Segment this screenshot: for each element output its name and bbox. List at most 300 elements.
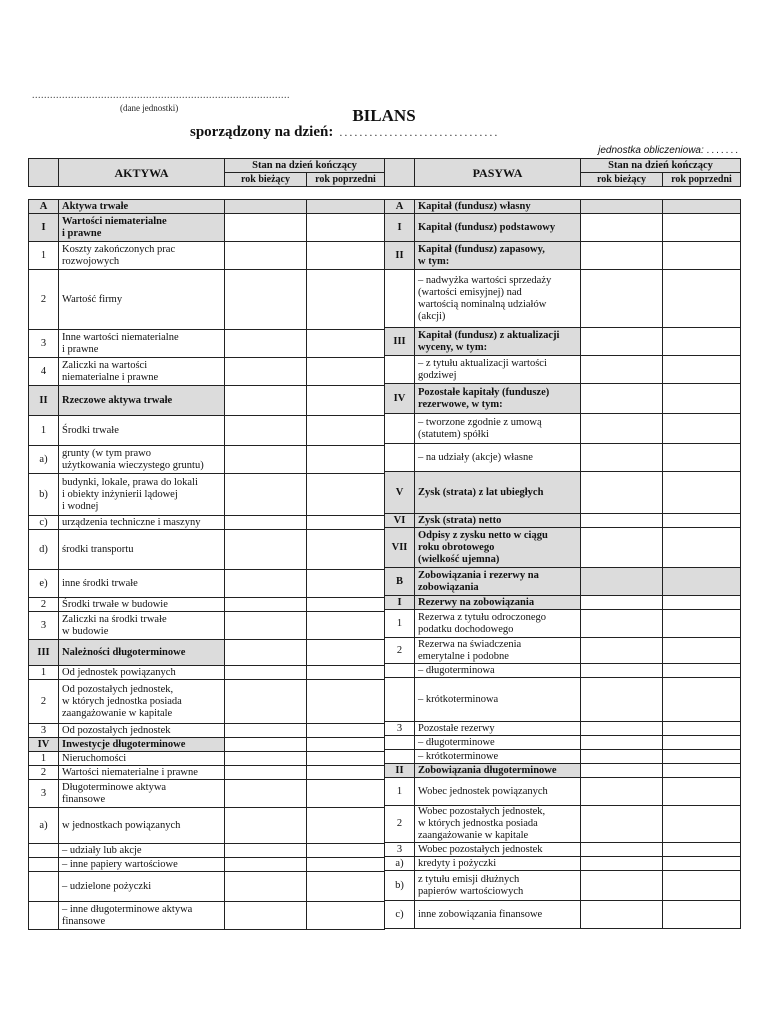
pasywa-row-symbol: 1 [385, 610, 415, 638]
pasywa-row-symbol: 2 [385, 806, 415, 843]
pasywa-row-symbol: IV [385, 384, 415, 414]
header-spacer [385, 187, 741, 200]
pasywa-row-label: kredyty i pożyczki [415, 857, 581, 871]
aktywa-previous-year-cell[interactable] [307, 766, 385, 780]
pasywa-previous-year-cell[interactable] [663, 270, 741, 328]
pasywa-current-year-cell[interactable] [581, 414, 663, 444]
aktywa-current-year-cell[interactable] [225, 752, 307, 766]
pasywa-row-symbol: 3 [385, 722, 415, 736]
unit-field[interactable]: ....... [706, 145, 740, 156]
aktywa-current-year-cell[interactable] [225, 902, 307, 930]
aktywa-row-label: – inne papiery wartościowe [59, 858, 225, 872]
aktywa-current-year-cell[interactable] [225, 358, 307, 386]
aktywa-row [29, 766, 385, 780]
aktywa-row [29, 474, 385, 516]
aktywa-current-year-cell[interactable] [225, 808, 307, 844]
aktywa-current-year-cell[interactable] [225, 214, 307, 242]
pasywa-row-symbol: 1 [385, 778, 415, 806]
aktywa-current-year-cell[interactable] [225, 516, 307, 530]
pasywa-row [385, 764, 741, 778]
aktywa-current-year-cell[interactable] [225, 386, 307, 416]
date-line [190, 124, 499, 141]
pasywa-row-label: Wobec pozostałych jednostek, w których jednostka posiada zaangażowanie w kapitale [415, 806, 581, 843]
aktywa-row [29, 416, 385, 446]
aktywa-row [29, 780, 385, 808]
pasywa-row-label: – na udziały (akcje) własne [415, 444, 581, 472]
pasywa-row [385, 384, 741, 414]
pasywa-previous-year-cell[interactable] [663, 596, 741, 610]
unit-label: jednostka obliczeniowa: [598, 145, 704, 156]
pasywa-previous-year-cell[interactable] [663, 678, 741, 722]
pasywa-previous-year-cell[interactable] [663, 242, 741, 270]
aktywa-row [29, 738, 385, 752]
aktywa-header-symbol-cell [29, 159, 59, 187]
aktywa-row-label: w jednostkach powiązanych [59, 808, 225, 844]
aktywa-row-symbol: 2 [29, 680, 59, 724]
pasywa-row-label: Kapitał (fundusz) własny [415, 200, 581, 214]
pasywa-current-year-cell[interactable] [581, 568, 663, 596]
aktywa-previous-year-cell[interactable] [307, 780, 385, 808]
aktywa-current-year-cell[interactable] [225, 612, 307, 640]
aktywa-current-year-cell[interactable] [225, 780, 307, 808]
aktywa-current-year-cell[interactable] [225, 738, 307, 752]
pasywa-row-symbol: V [385, 472, 415, 514]
aktywa-row-symbol: II [29, 386, 59, 416]
aktywa-period-header: Stan na dzień kończący [225, 159, 385, 173]
pasywa-row [385, 242, 741, 270]
pasywa-row-symbol [385, 750, 415, 764]
aktywa-row-symbol: I [29, 214, 59, 242]
pasywa-previous-year-cell[interactable] [663, 328, 741, 356]
aktywa-heading: AKTYWA [59, 159, 225, 187]
pasywa-current-year-cell[interactable] [581, 356, 663, 384]
aktywa-row-symbol [29, 872, 59, 902]
pasywa-current-year-cell[interactable] [581, 596, 663, 610]
aktywa-row [29, 598, 385, 612]
aktywa-row-symbol: 1 [29, 416, 59, 446]
aktywa-previous-year-cell[interactable] [307, 808, 385, 844]
entity-data-caption: (dane jednostki) [120, 103, 179, 113]
aktywa-current-year-cell[interactable] [225, 474, 307, 516]
pasywa-previous-year-cell[interactable] [663, 638, 741, 664]
aktywa-current-year-cell[interactable] [225, 858, 307, 872]
pasywa-row-symbol [385, 678, 415, 722]
pasywa-row-symbol [385, 444, 415, 472]
pasywa-current-year-cell[interactable] [581, 857, 663, 871]
aktywa-row-symbol: 3 [29, 612, 59, 640]
aktywa-row-symbol [29, 844, 59, 858]
pasywa-row [385, 200, 741, 214]
pasywa-row-label: Wobec pozostałych jednostek [415, 843, 581, 857]
aktywa-row [29, 902, 385, 930]
aktywa-row-symbol: a) [29, 808, 59, 844]
pasywa-row-symbol [385, 356, 415, 384]
aktywa-previous-year-cell[interactable] [307, 738, 385, 752]
aktywa-row-label: Zaliczki na środki trwałe w budowie [59, 612, 225, 640]
aktywa-table [28, 158, 385, 930]
pasywa-previous-year-cell[interactable] [663, 736, 741, 750]
aktywa-row [29, 612, 385, 640]
aktywa-row [29, 752, 385, 766]
pasywa-row [385, 778, 741, 806]
date-field[interactable]: ................................ [339, 125, 500, 139]
pasywa-current-year-cell[interactable] [581, 778, 663, 806]
pasywa-row [385, 664, 741, 678]
pasywa-previous-year-header: rok poprzedni [663, 173, 741, 187]
pasywa-previous-year-cell[interactable] [663, 764, 741, 778]
pasywa-row-symbol: B [385, 568, 415, 596]
aktywa-row-label: Inwestycje długoterminowe [59, 738, 225, 752]
pasywa-row-symbol [385, 270, 415, 328]
pasywa-row-symbol [385, 736, 415, 750]
aktywa-row [29, 530, 385, 570]
pasywa-row-label: – krótkoterminowa [415, 678, 581, 722]
pasywa-row [385, 514, 741, 528]
pasywa-row [385, 472, 741, 514]
pasywa-previous-year-cell[interactable] [663, 778, 741, 806]
aktywa-current-year-cell[interactable] [225, 766, 307, 780]
pasywa-row-label: – długoterminowe [415, 736, 581, 750]
pasywa-row-symbol: II [385, 242, 415, 270]
aktywa-current-year-cell[interactable] [225, 570, 307, 598]
pasywa-row [385, 528, 741, 568]
pasywa-row [385, 736, 741, 750]
pasywa-row [385, 444, 741, 472]
pasywa-current-year-cell[interactable] [581, 843, 663, 857]
pasywa-current-year-cell[interactable] [581, 764, 663, 778]
aktywa-row-symbol: b) [29, 474, 59, 516]
pasywa-row-label: Zobowiązania i rezerwy na zobowiązania [415, 568, 581, 596]
aktywa-row-symbol: 4 [29, 358, 59, 386]
date-label: sporządzony na dzień: [190, 124, 334, 140]
aktywa-row-symbol: 2 [29, 598, 59, 612]
aktywa-row-symbol: 1 [29, 752, 59, 766]
pasywa-row-label: Wobec jednostek powiązanych [415, 778, 581, 806]
aktywa-current-year-cell[interactable] [225, 844, 307, 858]
pasywa-row [385, 871, 741, 901]
pasywa-row-label: Zobowiązania długoterminowe [415, 764, 581, 778]
pasywa-heading: PASYWA [415, 159, 581, 187]
aktywa-row-label: Należności długoterminowe [59, 640, 225, 666]
pasywa-row-symbol: III [385, 328, 415, 356]
pasywa-previous-year-cell[interactable] [663, 806, 741, 843]
aktywa-current-year-cell[interactable] [225, 666, 307, 680]
pasywa-row-label: Odpisy z zysku netto w ciągu roku obrotowego (wielkość ujemna) [415, 528, 581, 568]
pasywa-row-label: z tytułu emisji dłużnych papierów wartościowych [415, 871, 581, 901]
aktywa-current-year-cell[interactable] [225, 530, 307, 570]
pasywa-current-year-cell[interactable] [581, 750, 663, 764]
aktywa-row-label: inne środki trwałe [59, 570, 225, 598]
aktywa-current-year-cell[interactable] [225, 200, 307, 214]
aktywa-row-symbol [29, 902, 59, 930]
aktywa-row [29, 446, 385, 474]
pasywa-row-label: Pozostałe kapitały (fundusze) rezerwowe, w tym: [415, 384, 581, 414]
pasywa-current-year-cell[interactable] [581, 722, 663, 736]
aktywa-row-symbol [29, 858, 59, 872]
aktywa-row-label: Nieruchomości [59, 752, 225, 766]
aktywa-previous-year-cell[interactable] [307, 598, 385, 612]
pasywa-previous-year-cell[interactable] [663, 568, 741, 596]
pasywa-row-symbol: I [385, 214, 415, 242]
aktywa-row-symbol: a) [29, 446, 59, 474]
pasywa-row-symbol: VII [385, 528, 415, 568]
aktywa-row-label: Środki trwałe w budowie [59, 598, 225, 612]
aktywa-row-label: Środki trwałe [59, 416, 225, 446]
pasywa-row [385, 568, 741, 596]
pasywa-previous-year-cell[interactable] [663, 414, 741, 444]
aktywa-previous-year-cell[interactable] [307, 640, 385, 666]
pasywa-row-label: Rezerwy na zobowiązania [415, 596, 581, 610]
pasywa-row [385, 414, 741, 444]
aktywa-previous-year-cell[interactable] [307, 516, 385, 530]
aktywa-previous-year-cell[interactable] [307, 358, 385, 386]
pasywa-current-year-cell[interactable] [581, 444, 663, 472]
pasywa-row [385, 722, 741, 736]
aktywa-previous-year-cell[interactable] [307, 270, 385, 330]
aktywa-row-label: – inne długoterminowe aktywa finansowe [59, 902, 225, 930]
aktywa-current-year-cell[interactable] [225, 270, 307, 330]
pasywa-current-year-cell[interactable] [581, 528, 663, 568]
aktywa-row-label: Wartości niematerialne i prawne [59, 766, 225, 780]
pasywa-row [385, 750, 741, 764]
pasywa-row [385, 678, 741, 722]
aktywa-previous-year-cell[interactable] [307, 872, 385, 902]
aktywa-row-symbol: 3 [29, 780, 59, 808]
pasywa-current-year-cell[interactable] [581, 901, 663, 929]
aktywa-row [29, 270, 385, 330]
pasywa-row [385, 356, 741, 384]
aktywa-current-year-cell[interactable] [225, 640, 307, 666]
pasywa-row-symbol: c) [385, 901, 415, 929]
pasywa-row-label: – z tytułu aktualizacji wartości godziwej [415, 356, 581, 384]
pasywa-current-year-cell[interactable] [581, 871, 663, 901]
pasywa-previous-year-cell[interactable] [663, 722, 741, 736]
aktywa-row [29, 386, 385, 416]
pasywa-row-symbol: I [385, 596, 415, 610]
pasywa-row-label: Pozostałe rezerwy [415, 722, 581, 736]
aktywa-row-label: środki transportu [59, 530, 225, 570]
pasywa-row-label: Rezerwa na świadczenia emerytalne i podobne [415, 638, 581, 664]
pasywa-current-year-cell[interactable] [581, 638, 663, 664]
aktywa-row-label: grunty (w tym prawo użytkowania wieczystego gruntu) [59, 446, 225, 474]
pasywa-previous-year-cell[interactable] [663, 901, 741, 929]
aktywa-previous-year-cell[interactable] [307, 724, 385, 738]
aktywa-row-label: Wartość firmy [59, 270, 225, 330]
pasywa-row [385, 857, 741, 871]
pasywa-row-label: – tworzone zgodnie z umową (statutem) spółki [415, 414, 581, 444]
pasywa-current-year-cell[interactable] [581, 472, 663, 514]
pasywa-current-year-cell[interactable] [581, 678, 663, 722]
pasywa-row-label: Rezerwa z tytułu odroczonego podatku dochodowego [415, 610, 581, 638]
aktywa-previous-year-cell[interactable] [307, 858, 385, 872]
aktywa-current-year-cell[interactable] [225, 598, 307, 612]
pasywa-row [385, 806, 741, 843]
aktywa-current-year-header: rok bieżący [225, 173, 307, 187]
pasywa-row-symbol: 3 [385, 843, 415, 857]
pasywa-header-symbol-cell [385, 159, 415, 187]
pasywa-previous-year-cell[interactable] [663, 444, 741, 472]
pasywa-previous-year-cell[interactable] [663, 843, 741, 857]
aktywa-row-label: Zaliczki na wartości niematerialne i prawne [59, 358, 225, 386]
aktywa-previous-year-cell[interactable] [307, 214, 385, 242]
pasywa-row-symbol: b) [385, 871, 415, 901]
aktywa-row [29, 724, 385, 738]
aktywa-row-symbol: e) [29, 570, 59, 598]
pasywa-row [385, 638, 741, 664]
aktywa-row [29, 570, 385, 598]
aktywa-previous-year-cell[interactable] [307, 666, 385, 680]
aktywa-previous-year-cell[interactable] [307, 612, 385, 640]
pasywa-current-year-cell[interactable] [581, 664, 663, 678]
aktywa-row [29, 680, 385, 724]
pasywa-row-label: Kapitał (fundusz) z aktualizacji wyceny, w tym: [415, 328, 581, 356]
pasywa-previous-year-cell[interactable] [663, 750, 741, 764]
pasywa-row-symbol: 2 [385, 638, 415, 664]
pasywa-row-symbol [385, 664, 415, 678]
aktywa-row [29, 242, 385, 270]
aktywa-row-label: budynki, lokale, prawa do lokali i obiekty inżynierii lądowej i wodnej [59, 474, 225, 516]
aktywa-current-year-cell[interactable] [225, 724, 307, 738]
aktywa-previous-year-header: rok poprzedni [307, 173, 385, 187]
aktywa-row [29, 330, 385, 358]
aktywa-row [29, 666, 385, 680]
aktywa-previous-year-cell[interactable] [307, 446, 385, 474]
entity-data-line: ...................................................................................... [32, 90, 290, 101]
pasywa-current-year-cell[interactable] [581, 200, 663, 214]
pasywa-current-year-cell[interactable] [581, 610, 663, 638]
aktywa-previous-year-cell[interactable] [307, 242, 385, 270]
aktywa-previous-year-cell[interactable] [307, 680, 385, 724]
aktywa-previous-year-cell[interactable] [307, 416, 385, 446]
aktywa-previous-year-cell[interactable] [307, 570, 385, 598]
pasywa-previous-year-cell[interactable] [663, 200, 741, 214]
pasywa-previous-year-cell[interactable] [663, 871, 741, 901]
pasywa-period-header: Stan na dzień kończący [581, 159, 741, 173]
aktywa-row-symbol: IV [29, 738, 59, 752]
pasywa-previous-year-cell[interactable] [663, 514, 741, 528]
aktywa-row [29, 358, 385, 386]
aktywa-previous-year-cell[interactable] [307, 474, 385, 516]
aktywa-row-label: Od jednostek powiązanych [59, 666, 225, 680]
pasywa-previous-year-cell[interactable] [663, 610, 741, 638]
aktywa-row-symbol: 3 [29, 724, 59, 738]
aktywa-current-year-cell[interactable] [225, 416, 307, 446]
pasywa-previous-year-cell[interactable] [663, 528, 741, 568]
aktywa-row-label: urządzenia techniczne i maszyny [59, 516, 225, 530]
aktywa-row [29, 516, 385, 530]
aktywa-previous-year-cell[interactable] [307, 386, 385, 416]
aktywa-row-label: Aktywa trwałe [59, 200, 225, 214]
aktywa-row [29, 214, 385, 242]
pasywa-row-symbol: a) [385, 857, 415, 871]
unit-line [598, 145, 740, 156]
aktywa-row [29, 858, 385, 872]
pasywa-current-year-cell[interactable] [581, 736, 663, 750]
aktywa-row-symbol: 3 [29, 330, 59, 358]
pasywa-current-year-cell[interactable] [581, 514, 663, 528]
aktywa-row-symbol: A [29, 200, 59, 214]
pasywa-previous-year-cell[interactable] [663, 664, 741, 678]
aktywa-previous-year-cell[interactable] [307, 844, 385, 858]
pasywa-previous-year-cell[interactable] [663, 472, 741, 514]
aktywa-current-year-cell[interactable] [225, 872, 307, 902]
aktywa-previous-year-cell[interactable] [307, 200, 385, 214]
aktywa-row [29, 844, 385, 858]
aktywa-row [29, 808, 385, 844]
header-spacer [29, 187, 385, 200]
aktywa-previous-year-cell[interactable] [307, 752, 385, 766]
aktywa-row-label: Koszty zakończonych prac rozwojowych [59, 242, 225, 270]
pasywa-row-symbol: VI [385, 514, 415, 528]
pasywa-row-label: Zysk (strata) netto [415, 514, 581, 528]
aktywa-row-symbol: d) [29, 530, 59, 570]
pasywa-row [385, 843, 741, 857]
pasywa-current-year-cell[interactable] [581, 328, 663, 356]
aktywa-current-year-cell[interactable] [225, 330, 307, 358]
pasywa-current-year-cell[interactable] [581, 384, 663, 414]
aktywa-current-year-cell[interactable] [225, 446, 307, 474]
pasywa-row-symbol: A [385, 200, 415, 214]
aktywa-current-year-cell[interactable] [225, 680, 307, 724]
pasywa-row [385, 596, 741, 610]
pasywa-row [385, 328, 741, 356]
aktywa-row-symbol: III [29, 640, 59, 666]
pasywa-current-year-cell[interactable] [581, 270, 663, 328]
pasywa-row-label: Zysk (strata) z lat ubiegłych [415, 472, 581, 514]
document-title: BILANS [352, 106, 416, 125]
pasywa-previous-year-cell[interactable] [663, 384, 741, 414]
aktywa-row-symbol: c) [29, 516, 59, 530]
aktywa-row-label: Wartości niematerialne i prawne [59, 214, 225, 242]
pasywa-current-year-header: rok bieżący [581, 173, 663, 187]
pasywa-row-label: inne zobowiązania finansowe [415, 901, 581, 929]
aktywa-row-label: Inne wartości niematerialne i prawne [59, 330, 225, 358]
aktywa-row [29, 640, 385, 666]
aktywa-row-label: Rzeczowe aktywa trwałe [59, 386, 225, 416]
aktywa-row-symbol: 2 [29, 766, 59, 780]
aktywa-row [29, 200, 385, 214]
aktywa-row-symbol: 1 [29, 242, 59, 270]
pasywa-row-label: Kapitał (fundusz) zapasowy, w tym: [415, 242, 581, 270]
pasywa-row-symbol: II [385, 764, 415, 778]
pasywa-row [385, 610, 741, 638]
aktywa-previous-year-cell[interactable] [307, 330, 385, 358]
pasywa-row [385, 270, 741, 328]
aktywa-previous-year-cell[interactable] [307, 902, 385, 930]
aktywa-current-year-cell[interactable] [225, 242, 307, 270]
pasywa-row-label: – długoterminowa [415, 664, 581, 678]
pasywa-row-label: – nadwyżka wartości sprzedaży (wartości emisyjnej) nad wartością nominalną udziałów (akcji) [415, 270, 581, 328]
aktywa-row [29, 872, 385, 902]
pasywa-row [385, 901, 741, 929]
pasywa-row-label: Kapitał (fundusz) podstawowy [415, 214, 581, 242]
aktywa-row-label: Długoterminowe aktywa finansowe [59, 780, 225, 808]
pasywa-previous-year-cell[interactable] [663, 214, 741, 242]
pasywa-current-year-cell[interactable] [581, 806, 663, 843]
pasywa-current-year-cell[interactable] [581, 214, 663, 242]
aktywa-previous-year-cell[interactable] [307, 530, 385, 570]
pasywa-row-symbol [385, 414, 415, 444]
pasywa-previous-year-cell[interactable] [663, 356, 741, 384]
aktywa-row-symbol: 2 [29, 270, 59, 330]
pasywa-previous-year-cell[interactable] [663, 857, 741, 871]
pasywa-row-label: – krótkoterminowe [415, 750, 581, 764]
pasywa-table [384, 158, 741, 929]
pasywa-current-year-cell[interactable] [581, 242, 663, 270]
pasywa-row [385, 214, 741, 242]
aktywa-row-label: Od pozostałych jednostek, w których jednostka posiada zaangażowanie w kapitale [59, 680, 225, 724]
aktywa-row-label: – udzielone pożyczki [59, 872, 225, 902]
